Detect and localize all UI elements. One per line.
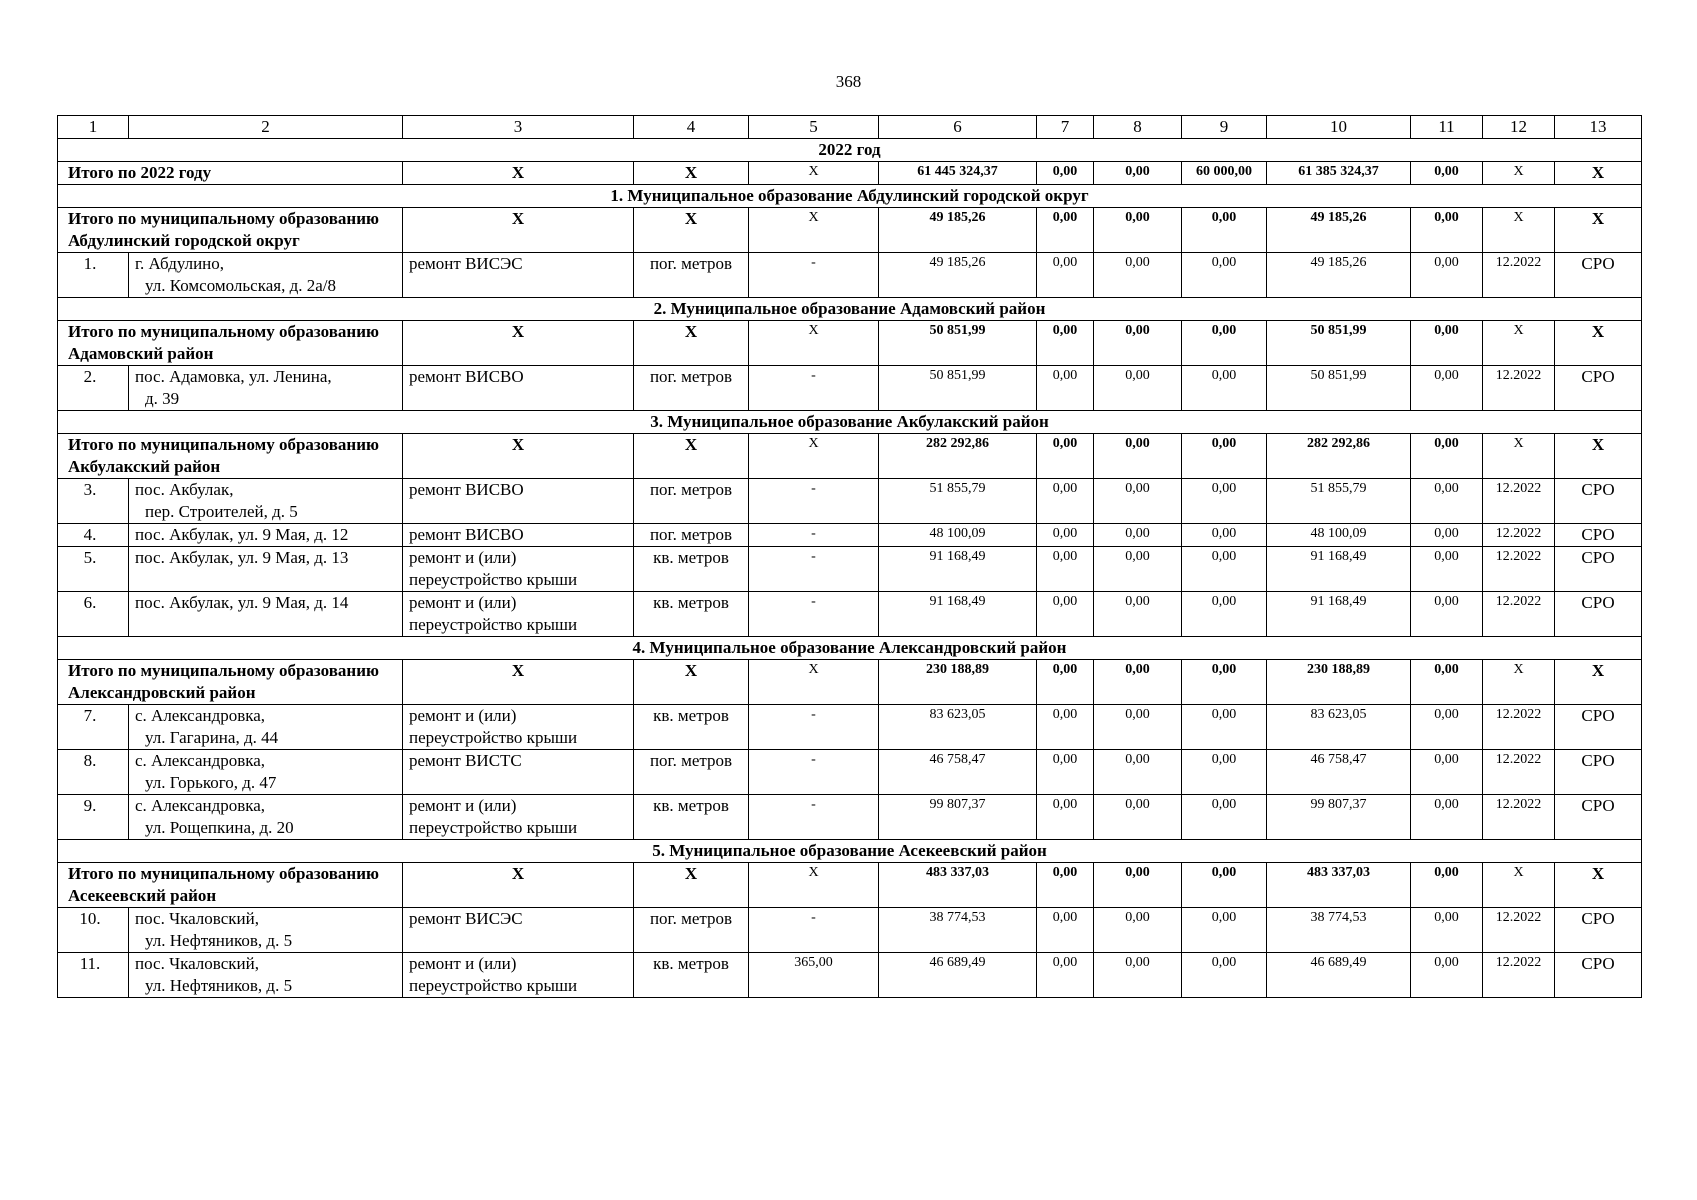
unit: пог. метров [634, 366, 749, 411]
address-line-1: пос. Адамовка, ул. Ленина, [135, 367, 332, 386]
address-cell [129, 705, 403, 750]
subtotal-cell: X [634, 208, 749, 253]
value-cell: 0,00 [1094, 547, 1182, 592]
value-cell: - [749, 253, 879, 298]
section-heading-row [58, 185, 1642, 208]
subtotal-cell: X [403, 434, 634, 479]
address-line-2: ул. Нефтяников, д. 5 [145, 976, 293, 995]
row-number: 6. [58, 592, 129, 637]
value-cell: 365,00 [749, 953, 879, 998]
value-cell: 12.2022 [1483, 750, 1555, 795]
value-cell: 0,00 [1182, 479, 1267, 524]
address-line-2: пер. Строителей, д. 5 [145, 502, 298, 521]
value-cell: 0,00 [1411, 592, 1483, 637]
total-cell: X [634, 162, 749, 185]
value-cell: 0,00 [1037, 592, 1094, 637]
table-row [58, 750, 1642, 795]
value-cell: 0,00 [1411, 547, 1483, 592]
work-type: ремонт и (или) переустройство крыши [403, 953, 634, 998]
subtotal-cell: 483 337,03 [879, 863, 1037, 908]
value-cell: 91 168,49 [1267, 547, 1411, 592]
value-cell: 0,00 [1037, 795, 1094, 840]
address-cell [129, 524, 403, 547]
value-cell: 0,00 [1037, 253, 1094, 298]
value-cell: СРО [1555, 547, 1642, 592]
subtotal-cell: X [1555, 434, 1642, 479]
value-cell: СРО [1555, 750, 1642, 795]
section-heading-row [58, 637, 1642, 660]
value-cell: 12.2022 [1483, 547, 1555, 592]
address-line-2: ул. Гагарина, д. 44 [145, 728, 279, 747]
address-line-1: с. Александровка, [135, 796, 266, 815]
value-cell: 0,00 [1094, 705, 1182, 750]
capital-repair-table [57, 115, 1642, 998]
subtotal-cell: 0,00 [1182, 321, 1267, 366]
value-cell: 0,00 [1037, 750, 1094, 795]
value-cell: 46 758,47 [1267, 750, 1411, 795]
value-cell: 0,00 [1182, 795, 1267, 840]
value-cell: 0,00 [1411, 705, 1483, 750]
total-cell: 0,00 [1411, 162, 1483, 185]
section-title: 3. Муниципальное образование Акбулакский район [58, 411, 1642, 434]
work-type: ремонт ВИСТС [403, 750, 634, 795]
section-title: 2. Муниципальное образование Адамовский район [58, 298, 1642, 321]
work-type: ремонт ВИСВО [403, 524, 634, 547]
page-number: 368 [835, 72, 862, 91]
subtotal-cell: 49 185,26 [1267, 208, 1411, 253]
value-cell: СРО [1555, 705, 1642, 750]
work-type: ремонт ВИСВО [403, 479, 634, 524]
value-cell: 91 168,49 [1267, 592, 1411, 637]
value-cell: 0,00 [1411, 524, 1483, 547]
value-cell: 0,00 [1182, 750, 1267, 795]
value-cell: - [749, 750, 879, 795]
subtotal-cell: X [634, 321, 749, 366]
subtotal-cell: X [749, 863, 879, 908]
value-cell: 0,00 [1182, 524, 1267, 547]
address-line-2: д. 39 [145, 389, 180, 408]
value-cell: 12.2022 [1483, 366, 1555, 411]
row-number: 11. [58, 953, 129, 998]
value-cell: СРО [1555, 524, 1642, 547]
subtotal-cell: 282 292,86 [879, 434, 1037, 479]
value-cell: 46 758,47 [879, 750, 1037, 795]
unit: пог. метров [634, 908, 749, 953]
address-cell [129, 908, 403, 953]
subtotal-cell: X [634, 660, 749, 705]
subtotal-cell: 49 185,26 [879, 208, 1037, 253]
subtotal-cell: X [1483, 863, 1555, 908]
total-cell: 0,00 [1094, 162, 1182, 185]
subtotal-cell: X [403, 208, 634, 253]
value-cell: - [749, 547, 879, 592]
subtotal-cell: 0,00 [1182, 208, 1267, 253]
address-line-1: пос. Акбулак, ул. 9 Мая, д. 13 [135, 548, 349, 567]
value-cell: 0,00 [1182, 953, 1267, 998]
grand-total-label: Итого по 2022 году [58, 162, 403, 185]
value-cell: СРО [1555, 953, 1642, 998]
subtotal-cell: 0,00 [1182, 863, 1267, 908]
row-number: 9. [58, 795, 129, 840]
subtotal-cell: 0,00 [1037, 321, 1094, 366]
value-cell: 91 168,49 [879, 592, 1037, 637]
row-number: 5. [58, 547, 129, 592]
table-row [58, 705, 1642, 750]
value-cell: 0,00 [1411, 366, 1483, 411]
value-cell: 50 851,99 [1267, 366, 1411, 411]
section-heading-row [58, 840, 1642, 863]
address-line-1: пос. Чкаловский, [135, 909, 259, 928]
subtotal-cell: X [1555, 660, 1642, 705]
total-cell: 61 445 324,37 [879, 162, 1037, 185]
subtotal-cell: 0,00 [1037, 863, 1094, 908]
col-num: 5 [749, 116, 879, 139]
value-cell: 0,00 [1037, 705, 1094, 750]
address-cell [129, 750, 403, 795]
value-cell: 0,00 [1182, 705, 1267, 750]
work-type: ремонт и (или) переустройство крыши [403, 592, 634, 637]
address-cell [129, 253, 403, 298]
value-cell: 12.2022 [1483, 592, 1555, 637]
work-type: ремонт ВИСВО [403, 366, 634, 411]
unit: пог. метров [634, 253, 749, 298]
subtotal-row [58, 208, 1642, 253]
address-cell [129, 953, 403, 998]
col-num: 7 [1037, 116, 1094, 139]
subtotal-cell: X [634, 434, 749, 479]
value-cell: 12.2022 [1483, 953, 1555, 998]
section-title: 1. Муниципальное образование Абдулинский городской округ [58, 185, 1642, 208]
unit: кв. метров [634, 705, 749, 750]
section-heading-row [58, 411, 1642, 434]
subtotal-cell: 0,00 [1411, 208, 1483, 253]
value-cell: - [749, 479, 879, 524]
subtotal-cell: 0,00 [1411, 321, 1483, 366]
subtotal-cell: X [1483, 660, 1555, 705]
subtotal-cell: X [749, 321, 879, 366]
subtotal-cell: 230 188,89 [1267, 660, 1411, 705]
address-line-1: пос. Акбулак, ул. 9 Мая, д. 14 [135, 593, 349, 612]
value-cell: - [749, 795, 879, 840]
address-line-1: пос. Акбулак, ул. 9 Мая, д. 12 [135, 525, 349, 544]
subtotal-cell: 0,00 [1094, 208, 1182, 253]
table-row [58, 908, 1642, 953]
row-number: 3. [58, 479, 129, 524]
address-line-1: с. Александровка, [135, 706, 266, 725]
unit: кв. метров [634, 592, 749, 637]
col-num: 10 [1267, 116, 1411, 139]
value-cell: 99 807,37 [1267, 795, 1411, 840]
table-row [58, 547, 1642, 592]
value-cell: 91 168,49 [879, 547, 1037, 592]
subtotal-cell: X [1483, 321, 1555, 366]
subtotal-cell: 0,00 [1411, 660, 1483, 705]
value-cell: 0,00 [1094, 524, 1182, 547]
value-cell: 0,00 [1182, 366, 1267, 411]
value-cell: 0,00 [1037, 479, 1094, 524]
value-cell: 46 689,49 [879, 953, 1037, 998]
value-cell: СРО [1555, 479, 1642, 524]
total-cell: 0,00 [1037, 162, 1094, 185]
table-row [58, 253, 1642, 298]
value-cell: СРО [1555, 795, 1642, 840]
value-cell: 48 100,09 [1267, 524, 1411, 547]
value-cell: 12.2022 [1483, 479, 1555, 524]
value-cell: 0,00 [1094, 592, 1182, 637]
col-num: 12 [1483, 116, 1555, 139]
value-cell: 51 855,79 [879, 479, 1037, 524]
subtotal-cell: X [403, 321, 634, 366]
subtotal-cell: X [403, 660, 634, 705]
value-cell: СРО [1555, 592, 1642, 637]
value-cell: 0,00 [1094, 253, 1182, 298]
subtotal-cell: X [749, 208, 879, 253]
value-cell: 0,00 [1411, 908, 1483, 953]
col-num: 9 [1182, 116, 1267, 139]
total-cell: X [749, 162, 879, 185]
value-cell: 49 185,26 [879, 253, 1037, 298]
value-cell: 0,00 [1182, 253, 1267, 298]
value-cell: 0,00 [1094, 908, 1182, 953]
value-cell: 0,00 [1411, 253, 1483, 298]
address-line-1: пос. Чкаловский, [135, 954, 259, 973]
address-line-1: г. Абдулино, [135, 254, 225, 273]
subtotal-cell: X [634, 863, 749, 908]
subtotal-row [58, 434, 1642, 479]
unit: пог. метров [634, 750, 749, 795]
subtotal-cell: X [1555, 321, 1642, 366]
value-cell: - [749, 908, 879, 953]
subtotal-cell: 0,00 [1182, 434, 1267, 479]
total-cell: X [403, 162, 634, 185]
row-number: 8. [58, 750, 129, 795]
value-cell: 49 185,26 [1267, 253, 1411, 298]
subtotal-label: Итого по муниципальному образованию Абдулинский городской округ [58, 208, 403, 253]
value-cell: - [749, 524, 879, 547]
value-cell: 0,00 [1094, 366, 1182, 411]
col-num: 4 [634, 116, 749, 139]
subtotal-cell: 0,00 [1411, 863, 1483, 908]
value-cell: 12.2022 [1483, 253, 1555, 298]
row-number: 4. [58, 524, 129, 547]
grand-total-row [58, 162, 1642, 185]
section-title: 5. Муниципальное образование Асекеевский район [58, 840, 1642, 863]
value-cell: 0,00 [1411, 953, 1483, 998]
address-cell [129, 795, 403, 840]
value-cell: 0,00 [1037, 908, 1094, 953]
table-row [58, 479, 1642, 524]
subtotal-label: Итого по муниципальному образованию Акбулакский район [58, 434, 403, 479]
subtotal-label: Итого по муниципальному образованию Александровский район [58, 660, 403, 705]
value-cell: 0,00 [1182, 908, 1267, 953]
unit: кв. метров [634, 953, 749, 998]
value-cell: 12.2022 [1483, 908, 1555, 953]
value-cell: 51 855,79 [1267, 479, 1411, 524]
value-cell: 0,00 [1411, 479, 1483, 524]
subtotal-cell: 483 337,03 [1267, 863, 1411, 908]
work-type: ремонт ВИСЭС [403, 908, 634, 953]
value-cell: 0,00 [1182, 592, 1267, 637]
col-num: 2 [129, 116, 403, 139]
value-cell: СРО [1555, 366, 1642, 411]
value-cell: 38 774,53 [1267, 908, 1411, 953]
year-heading: 2022 год [58, 139, 1642, 162]
value-cell: 83 623,05 [879, 705, 1037, 750]
value-cell: - [749, 705, 879, 750]
address-line-1: с. Александровка, [135, 751, 266, 770]
value-cell: 46 689,49 [1267, 953, 1411, 998]
work-type: ремонт ВИСЭС [403, 253, 634, 298]
subtotal-cell: 0,00 [1094, 863, 1182, 908]
subtotal-label: Итого по муниципальному образованию Адамовский район [58, 321, 403, 366]
work-type: ремонт и (или) переустройство крыши [403, 705, 634, 750]
col-num: 11 [1411, 116, 1483, 139]
subtotal-label: Итого по муниципальному образованию Асекеевский район [58, 863, 403, 908]
value-cell: 0,00 [1037, 953, 1094, 998]
total-cell: 60 000,00 [1182, 162, 1267, 185]
address-line-2: ул. Нефтяников, д. 5 [145, 931, 293, 950]
unit: пог. метров [634, 479, 749, 524]
subtotal-cell: 0,00 [1037, 208, 1094, 253]
value-cell: - [749, 592, 879, 637]
section-heading-row [58, 298, 1642, 321]
subtotal-cell: X [749, 434, 879, 479]
year-row [58, 139, 1642, 162]
col-num: 3 [403, 116, 634, 139]
subtotal-cell: 0,00 [1094, 660, 1182, 705]
subtotal-cell: 0,00 [1037, 660, 1094, 705]
row-number: 2. [58, 366, 129, 411]
value-cell: 0,00 [1182, 547, 1267, 592]
value-cell: 12.2022 [1483, 705, 1555, 750]
value-cell: 48 100,09 [879, 524, 1037, 547]
value-cell: 0,00 [1411, 795, 1483, 840]
value-cell: СРО [1555, 253, 1642, 298]
address-cell [129, 366, 403, 411]
subtotal-cell: 0,00 [1094, 434, 1182, 479]
subtotal-cell: X [1555, 863, 1642, 908]
subtotal-cell: 0,00 [1037, 434, 1094, 479]
value-cell: 0,00 [1094, 750, 1182, 795]
subtotal-row [58, 863, 1642, 908]
value-cell: 0,00 [1094, 479, 1182, 524]
subtotal-cell: 282 292,86 [1267, 434, 1411, 479]
value-cell: 83 623,05 [1267, 705, 1411, 750]
value-cell: - [749, 366, 879, 411]
subtotal-cell: 0,00 [1182, 660, 1267, 705]
column-number-row [58, 116, 1642, 139]
value-cell: 0,00 [1037, 366, 1094, 411]
address-line-2: ул. Рощепкина, д. 20 [145, 818, 294, 837]
subtotal-cell: 50 851,99 [1267, 321, 1411, 366]
total-cell: X [1483, 162, 1555, 185]
total-cell: X [1555, 162, 1642, 185]
subtotal-cell: 0,00 [1094, 321, 1182, 366]
unit: кв. метров [634, 547, 749, 592]
row-number: 1. [58, 253, 129, 298]
row-number: 7. [58, 705, 129, 750]
address-cell [129, 547, 403, 592]
subtotal-cell: X [1483, 434, 1555, 479]
value-cell: 12.2022 [1483, 524, 1555, 547]
value-cell: 12.2022 [1483, 795, 1555, 840]
address-cell [129, 592, 403, 637]
table-row [58, 953, 1642, 998]
col-num: 13 [1555, 116, 1642, 139]
subtotal-cell: X [1555, 208, 1642, 253]
table-row [58, 795, 1642, 840]
value-cell: 0,00 [1411, 750, 1483, 795]
col-num: 1 [58, 116, 129, 139]
subtotal-cell: X [749, 660, 879, 705]
work-type: ремонт и (или) переустройство крыши [403, 795, 634, 840]
subtotal-cell: 50 851,99 [879, 321, 1037, 366]
value-cell: 99 807,37 [879, 795, 1037, 840]
col-num: 8 [1094, 116, 1182, 139]
unit: кв. метров [634, 795, 749, 840]
section-title: 4. Муниципальное образование Александровский район [58, 637, 1642, 660]
col-num: 6 [879, 116, 1037, 139]
subtotal-cell: 0,00 [1411, 434, 1483, 479]
table-row [58, 366, 1642, 411]
value-cell: 50 851,99 [879, 366, 1037, 411]
address-line-1: пос. Акбулак, [135, 480, 234, 499]
address-line-2: ул. Комсомольская, д. 2а/8 [145, 276, 336, 295]
subtotal-cell: X [403, 863, 634, 908]
subtotal-row [58, 660, 1642, 705]
total-cell: 61 385 324,37 [1267, 162, 1411, 185]
table-row [58, 592, 1642, 637]
subtotal-cell: X [1483, 208, 1555, 253]
value-cell: 38 774,53 [879, 908, 1037, 953]
address-line-2: ул. Горького, д. 47 [145, 773, 277, 792]
address-cell [129, 479, 403, 524]
value-cell: 0,00 [1094, 953, 1182, 998]
unit: пог. метров [634, 524, 749, 547]
table-row [58, 524, 1642, 547]
row-number: 10. [58, 908, 129, 953]
subtotal-row [58, 321, 1642, 366]
value-cell: 0,00 [1037, 524, 1094, 547]
work-type: ремонт и (или) переустройство крыши [403, 547, 634, 592]
value-cell: СРО [1555, 908, 1642, 953]
value-cell: 0,00 [1094, 795, 1182, 840]
subtotal-cell: 230 188,89 [879, 660, 1037, 705]
value-cell: 0,00 [1037, 547, 1094, 592]
